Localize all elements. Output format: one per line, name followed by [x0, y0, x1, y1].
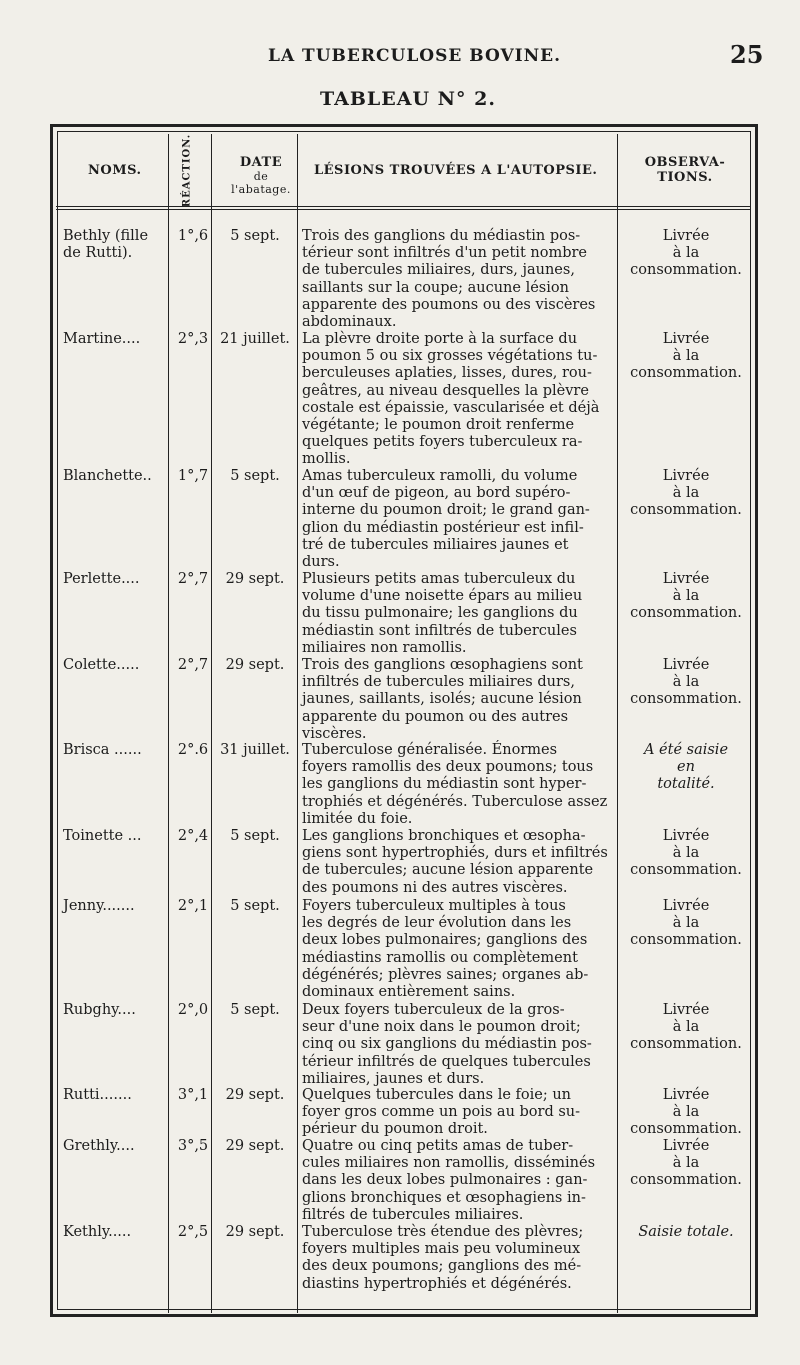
row-lesions — [302, 331, 614, 469]
row-observations — [620, 1002, 752, 1054]
row-date — [215, 228, 295, 245]
row-lesions-line: berculeuses aplaties, lisses, dures, rou- — [302, 365, 592, 382]
row-reaction — [173, 1002, 213, 1019]
row-lesions-line: glion du médiastin postérieur est infil- — [302, 519, 584, 536]
row-reaction — [173, 828, 213, 845]
row-observations-line: Livrée — [662, 331, 710, 347]
row-lesions-line: végétante; le poumon droit renferme — [302, 417, 575, 434]
row-lesions-line: poumon 5 ou six grosses végétations tu- — [302, 348, 598, 365]
row-reaction-line: 3°,1 — [177, 1087, 209, 1103]
row-lesions-line: les ganglions du médiastin sont hyper- — [302, 776, 587, 793]
row-reaction — [173, 571, 213, 588]
row-date-line: 5 sept. — [230, 898, 280, 914]
row-name — [63, 331, 169, 348]
row-date — [215, 571, 295, 588]
row-lesions-line: cinq ou six ganglions du médiastin pos- — [302, 1036, 592, 1053]
row-lesions-line: Tuberculose généralisée. Énormes — [302, 742, 558, 758]
row-lesions-line: des poumons ni des autres viscères. — [302, 879, 568, 896]
row-lesions-line: des deux poumons; ganglions des mé- — [302, 1258, 582, 1275]
row-reaction-line: 2°.6 — [177, 742, 209, 758]
row-lesions-line: foyers ramollis des deux poumons; tous — [302, 759, 594, 776]
header-obs-line2: TIONS. — [657, 170, 713, 185]
row-lesions-line: apparente des poumons ou des viscères — [302, 296, 596, 313]
row-reaction — [173, 1224, 213, 1241]
row-observations-line: à la — [672, 1019, 700, 1036]
row-lesions-line: du tissu pulmonaire; les ganglions du — [302, 605, 578, 622]
header-rule — [56, 209, 751, 210]
row-name-line: de Rutti). — [63, 245, 133, 262]
row-date — [215, 1224, 295, 1241]
row-observations-line: consommation. — [630, 262, 742, 279]
row-observations — [620, 898, 752, 950]
row-lesions-line: Trois des ganglions du médiastin pos- — [302, 228, 581, 244]
row-lesions-line: interne du poumon droit; le grand gan- — [302, 502, 590, 519]
row-observations-line: Livrée — [662, 1087, 710, 1103]
col-divider — [617, 134, 618, 1313]
header-rule — [56, 206, 751, 207]
row-observations — [620, 228, 752, 280]
row-lesions-line: miliaires non ramollis. — [302, 639, 467, 656]
row-date-line: 29 sept. — [225, 1087, 285, 1103]
row-reaction — [173, 1138, 213, 1155]
row-lesions-line: médiastin sont infiltrés de tubercules — [302, 622, 577, 639]
row-name-line: Bethly (fille — [63, 228, 149, 244]
row-lesions-line: Deux foyers tuberculeux de la gros- — [302, 1002, 565, 1018]
row-lesions-line: seur d'une noix dans le poumon droit; — [302, 1019, 581, 1036]
row-lesions-line: dans les deux lobes pulmonaires : gan- — [302, 1172, 588, 1189]
row-lesions-line: Trois des ganglions œsophagiens sont — [302, 657, 583, 673]
row-lesions-line: Plusieurs petits amas tuberculeux du — [302, 571, 576, 587]
row-reaction-line: 1°,6 — [177, 228, 209, 244]
running-title: LA TUBERCULOSE BOVINE. — [268, 46, 562, 66]
row-observations-line: consommation. — [630, 605, 742, 622]
row-name-line: Jenny....... — [63, 898, 135, 914]
row-observations-line: Livrée — [662, 1002, 710, 1018]
row-lesions-line: glions bronchiques et œsophagiens in- — [302, 1189, 586, 1206]
row-observations — [620, 331, 752, 383]
col-divider — [211, 134, 212, 1313]
row-lesions-line: de tubercules miliaires, durs, jaunes, — [302, 262, 575, 279]
row-date-line: 29 sept. — [225, 657, 285, 673]
row-observations-line: à la — [672, 674, 700, 691]
row-observations-line: Livrée — [662, 228, 710, 244]
row-lesions-line: périeur du poumon droit. — [302, 1121, 488, 1138]
row-lesions-line: Amas tuberculeux ramolli, du volume — [302, 468, 578, 484]
row-lesions — [302, 228, 614, 331]
row-lesions-line: giens sont hypertrophiés, durs et infiltrés — [302, 845, 608, 862]
row-reaction — [173, 898, 213, 915]
row-lesions-line: Foyers tuberculeux multiples à tous — [302, 898, 566, 914]
row-reaction — [173, 657, 213, 674]
row-name-line: Colette..... — [63, 657, 140, 673]
row-name — [63, 1087, 169, 1104]
row-observations-line: Saisie totale. — [638, 1224, 734, 1240]
row-name — [63, 228, 169, 262]
row-lesions — [302, 657, 614, 743]
row-date-line: 29 sept. — [225, 1224, 285, 1240]
row-date-line: 31 juillet. — [220, 742, 290, 758]
row-observations-line: totalité. — [657, 776, 715, 793]
row-name-line: Rutti....... — [63, 1087, 132, 1103]
col-divider — [168, 134, 169, 1313]
row-name-line: Kethly..... — [63, 1224, 132, 1240]
row-lesions-line: diastins hypertrophiés et dégénérés. — [302, 1275, 572, 1292]
header-lesions: LÉSIONS TROUVÉES A L'AUTOPSIE. — [314, 163, 598, 178]
row-reaction — [173, 228, 213, 245]
row-name-line: Grethly.... — [63, 1138, 135, 1154]
row-date — [215, 1002, 295, 1019]
row-name-line: Martine.... — [63, 331, 141, 347]
row-reaction — [173, 1087, 213, 1104]
row-reaction-line: 2°,7 — [177, 571, 209, 587]
row-lesions-line: dominaux entièrement sains. — [302, 984, 516, 1001]
row-lesions-line: jaunes, saillants, isolés; aucune lésion — [302, 691, 582, 708]
running-head — [0, 38, 800, 78]
page-number: 25 — [730, 40, 764, 69]
row-name — [63, 1002, 169, 1019]
row-date-line: 5 sept. — [230, 468, 280, 484]
row-observations-line: à la — [672, 915, 700, 932]
row-date — [215, 742, 295, 759]
row-name — [63, 1224, 169, 1241]
row-observations-line: en — [677, 759, 695, 776]
row-date-line: 29 sept. — [225, 571, 285, 587]
row-lesions-line: infiltrés de tubercules miliaires durs, — [302, 674, 575, 691]
row-reaction-line: 3°,5 — [177, 1138, 209, 1154]
row-date-line: 29 sept. — [225, 1138, 285, 1154]
row-lesions-line: trophiés et dégénérés. Tuberculose assez — [302, 793, 608, 810]
row-lesions — [302, 898, 614, 1001]
row-lesions-line: La plèvre droite porte à la surface du — [302, 331, 578, 347]
row-date — [215, 657, 295, 674]
row-date-line: 21 juillet. — [220, 331, 290, 347]
row-lesions-line: deux lobes pulmonaires; ganglions des — [302, 932, 588, 949]
header-names: NOMS. — [88, 163, 142, 178]
row-observations-line: Livrée — [662, 828, 710, 844]
row-observations-line: Livrée — [662, 468, 710, 484]
row-name — [63, 657, 169, 674]
row-observations — [620, 742, 752, 794]
row-observations-line: à la — [672, 485, 700, 502]
header-date — [228, 155, 294, 196]
col-divider — [297, 134, 298, 1313]
row-observations-line: consommation. — [630, 365, 742, 382]
row-lesions-line: d'un œuf de pigeon, au bord supéro- — [302, 485, 571, 502]
row-observations-line: Livrée — [662, 898, 710, 914]
row-observations-line: à la — [672, 348, 700, 365]
row-lesions — [302, 1138, 614, 1224]
row-observations — [620, 657, 752, 709]
row-lesions — [302, 828, 614, 897]
row-date — [215, 468, 295, 485]
row-observations-line: consommation. — [630, 691, 742, 708]
row-name — [63, 828, 169, 845]
row-lesions — [302, 571, 614, 657]
row-lesions-line: cules miliaires non ramollis, disséminés — [302, 1155, 596, 1172]
row-lesions-line: foyers multiples mais peu volumineux — [302, 1241, 581, 1258]
row-lesions — [302, 1087, 614, 1139]
row-lesions-line: Les ganglions bronchiques et œsopha- — [302, 828, 586, 844]
row-lesions-line: filtrés de tubercules miliaires. — [302, 1206, 524, 1223]
row-name — [63, 468, 169, 485]
row-reaction-line: 2°,5 — [177, 1224, 209, 1240]
row-observations-line: consommation. — [630, 932, 742, 949]
row-lesions-line: dégénérés; plèvres saines; organes ab- — [302, 966, 589, 983]
row-observations — [620, 828, 752, 880]
header-date-line1: DATE — [239, 155, 283, 170]
row-observations-line: Livrée — [662, 1138, 710, 1154]
row-lesions-line: tré de tubercules miliaires jaunes et — [302, 536, 569, 553]
row-observations-line: à la — [672, 588, 700, 605]
row-observations-line: à la — [672, 1155, 700, 1172]
header-observations — [630, 155, 740, 185]
row-observations-line: consommation. — [630, 502, 742, 519]
row-reaction-line: 1°,7 — [177, 468, 209, 484]
row-reaction-line: 2°,4 — [177, 828, 209, 844]
table-title: TABLEAU N° 2. — [320, 88, 496, 110]
row-lesions-line: apparente du poumon ou des autres — [302, 708, 569, 725]
row-date-line: 5 sept. — [230, 828, 280, 844]
row-lesions-line: mollis. — [302, 451, 351, 468]
row-lesions — [302, 742, 614, 828]
row-lesions-line: saillants sur la coupe; aucune lésion — [302, 279, 569, 296]
row-observations-line: à la — [672, 245, 700, 262]
row-observations — [620, 1138, 752, 1190]
row-lesions-line: miliaires, jaunes et durs. — [302, 1070, 485, 1087]
row-lesions-line: Quelques tubercules dans le foie; un — [302, 1087, 572, 1103]
row-observations-line: consommation. — [630, 1036, 742, 1053]
row-lesions-line: quelques petits foyers tuberculeux ra- — [302, 434, 583, 451]
row-date-line: 5 sept. — [230, 228, 280, 244]
row-reaction — [173, 468, 213, 485]
row-lesions-line: abdominaux. — [302, 314, 397, 331]
row-lesions-line: Quatre ou cinq petits amas de tuber- — [302, 1138, 574, 1154]
row-reaction-line: 2°,7 — [177, 657, 209, 673]
header-reaction: RÉACTION. — [181, 133, 193, 208]
row-reaction-line: 2°,0 — [177, 1002, 209, 1018]
row-observations — [620, 468, 752, 520]
row-date — [215, 331, 295, 348]
header-obs-line1: OBSERVA- — [644, 155, 726, 170]
row-lesions-line: viscères. — [302, 725, 367, 742]
row-observations-line: Livrée — [662, 571, 710, 587]
row-reaction-line: 2°,1 — [177, 898, 209, 914]
row-observations-line: A été saisie — [643, 742, 729, 758]
row-lesions-line: limitée du foie. — [302, 810, 413, 827]
row-lesions-line: térieur infiltrés de quelques tubercules — [302, 1053, 591, 1070]
row-lesions-line: de tubercules; aucune lésion apparente — [302, 862, 594, 879]
row-date — [215, 1087, 295, 1104]
row-name-line: Brisca ...... — [63, 742, 142, 758]
row-lesions — [302, 1224, 614, 1293]
row-lesions-line: térieur sont infiltrés d'un petit nombre — [302, 245, 587, 262]
row-reaction — [173, 742, 213, 759]
row-date-line: 5 sept. — [230, 1002, 280, 1018]
row-observations-line: à la — [672, 845, 700, 862]
row-lesions-line: Tuberculose très étendue des plèvres; — [302, 1224, 584, 1240]
row-observations-line: à la — [672, 1104, 700, 1121]
row-name-line: Blanchette.. — [63, 468, 152, 484]
row-lesions — [302, 468, 614, 571]
row-reaction-line: 2°,3 — [177, 331, 209, 347]
row-name-line: Rubghy.... — [63, 1002, 136, 1018]
row-lesions-line: durs. — [302, 554, 340, 571]
row-lesions-line: les degrés de leur évolution dans les — [302, 915, 572, 932]
row-lesions-line: geâtres, au niveau desquelles la plèvre — [302, 382, 589, 399]
row-date — [215, 1138, 295, 1155]
row-name — [63, 1138, 169, 1155]
row-lesions — [302, 1002, 614, 1088]
row-observations-line: consommation. — [630, 862, 742, 879]
row-name — [63, 571, 169, 588]
row-lesions-line: médiastins ramollis ou complètement — [302, 949, 578, 966]
row-name — [63, 898, 169, 915]
row-date — [215, 828, 295, 845]
row-lesions-line: foyer gros comme un pois au bord su- — [302, 1104, 581, 1121]
row-observations-line: Livrée — [662, 657, 710, 673]
row-observations — [620, 1224, 752, 1241]
header-date-line2: de l'abatage. — [231, 170, 291, 196]
row-observations — [620, 571, 752, 623]
row-observations — [620, 1087, 752, 1139]
row-reaction — [173, 331, 213, 348]
row-lesions-line: costale est épaissie, vascularisée et déjà — [302, 399, 600, 416]
row-observations-line: consommation. — [630, 1172, 742, 1189]
row-name-line: Perlette.... — [63, 571, 140, 587]
row-observations-line: consommation. — [630, 1121, 742, 1138]
row-name — [63, 742, 169, 759]
row-date — [215, 898, 295, 915]
row-name-line: Toinette ... — [63, 828, 142, 844]
row-lesions-line: volume d'une noisette épars au milieu — [302, 588, 583, 605]
